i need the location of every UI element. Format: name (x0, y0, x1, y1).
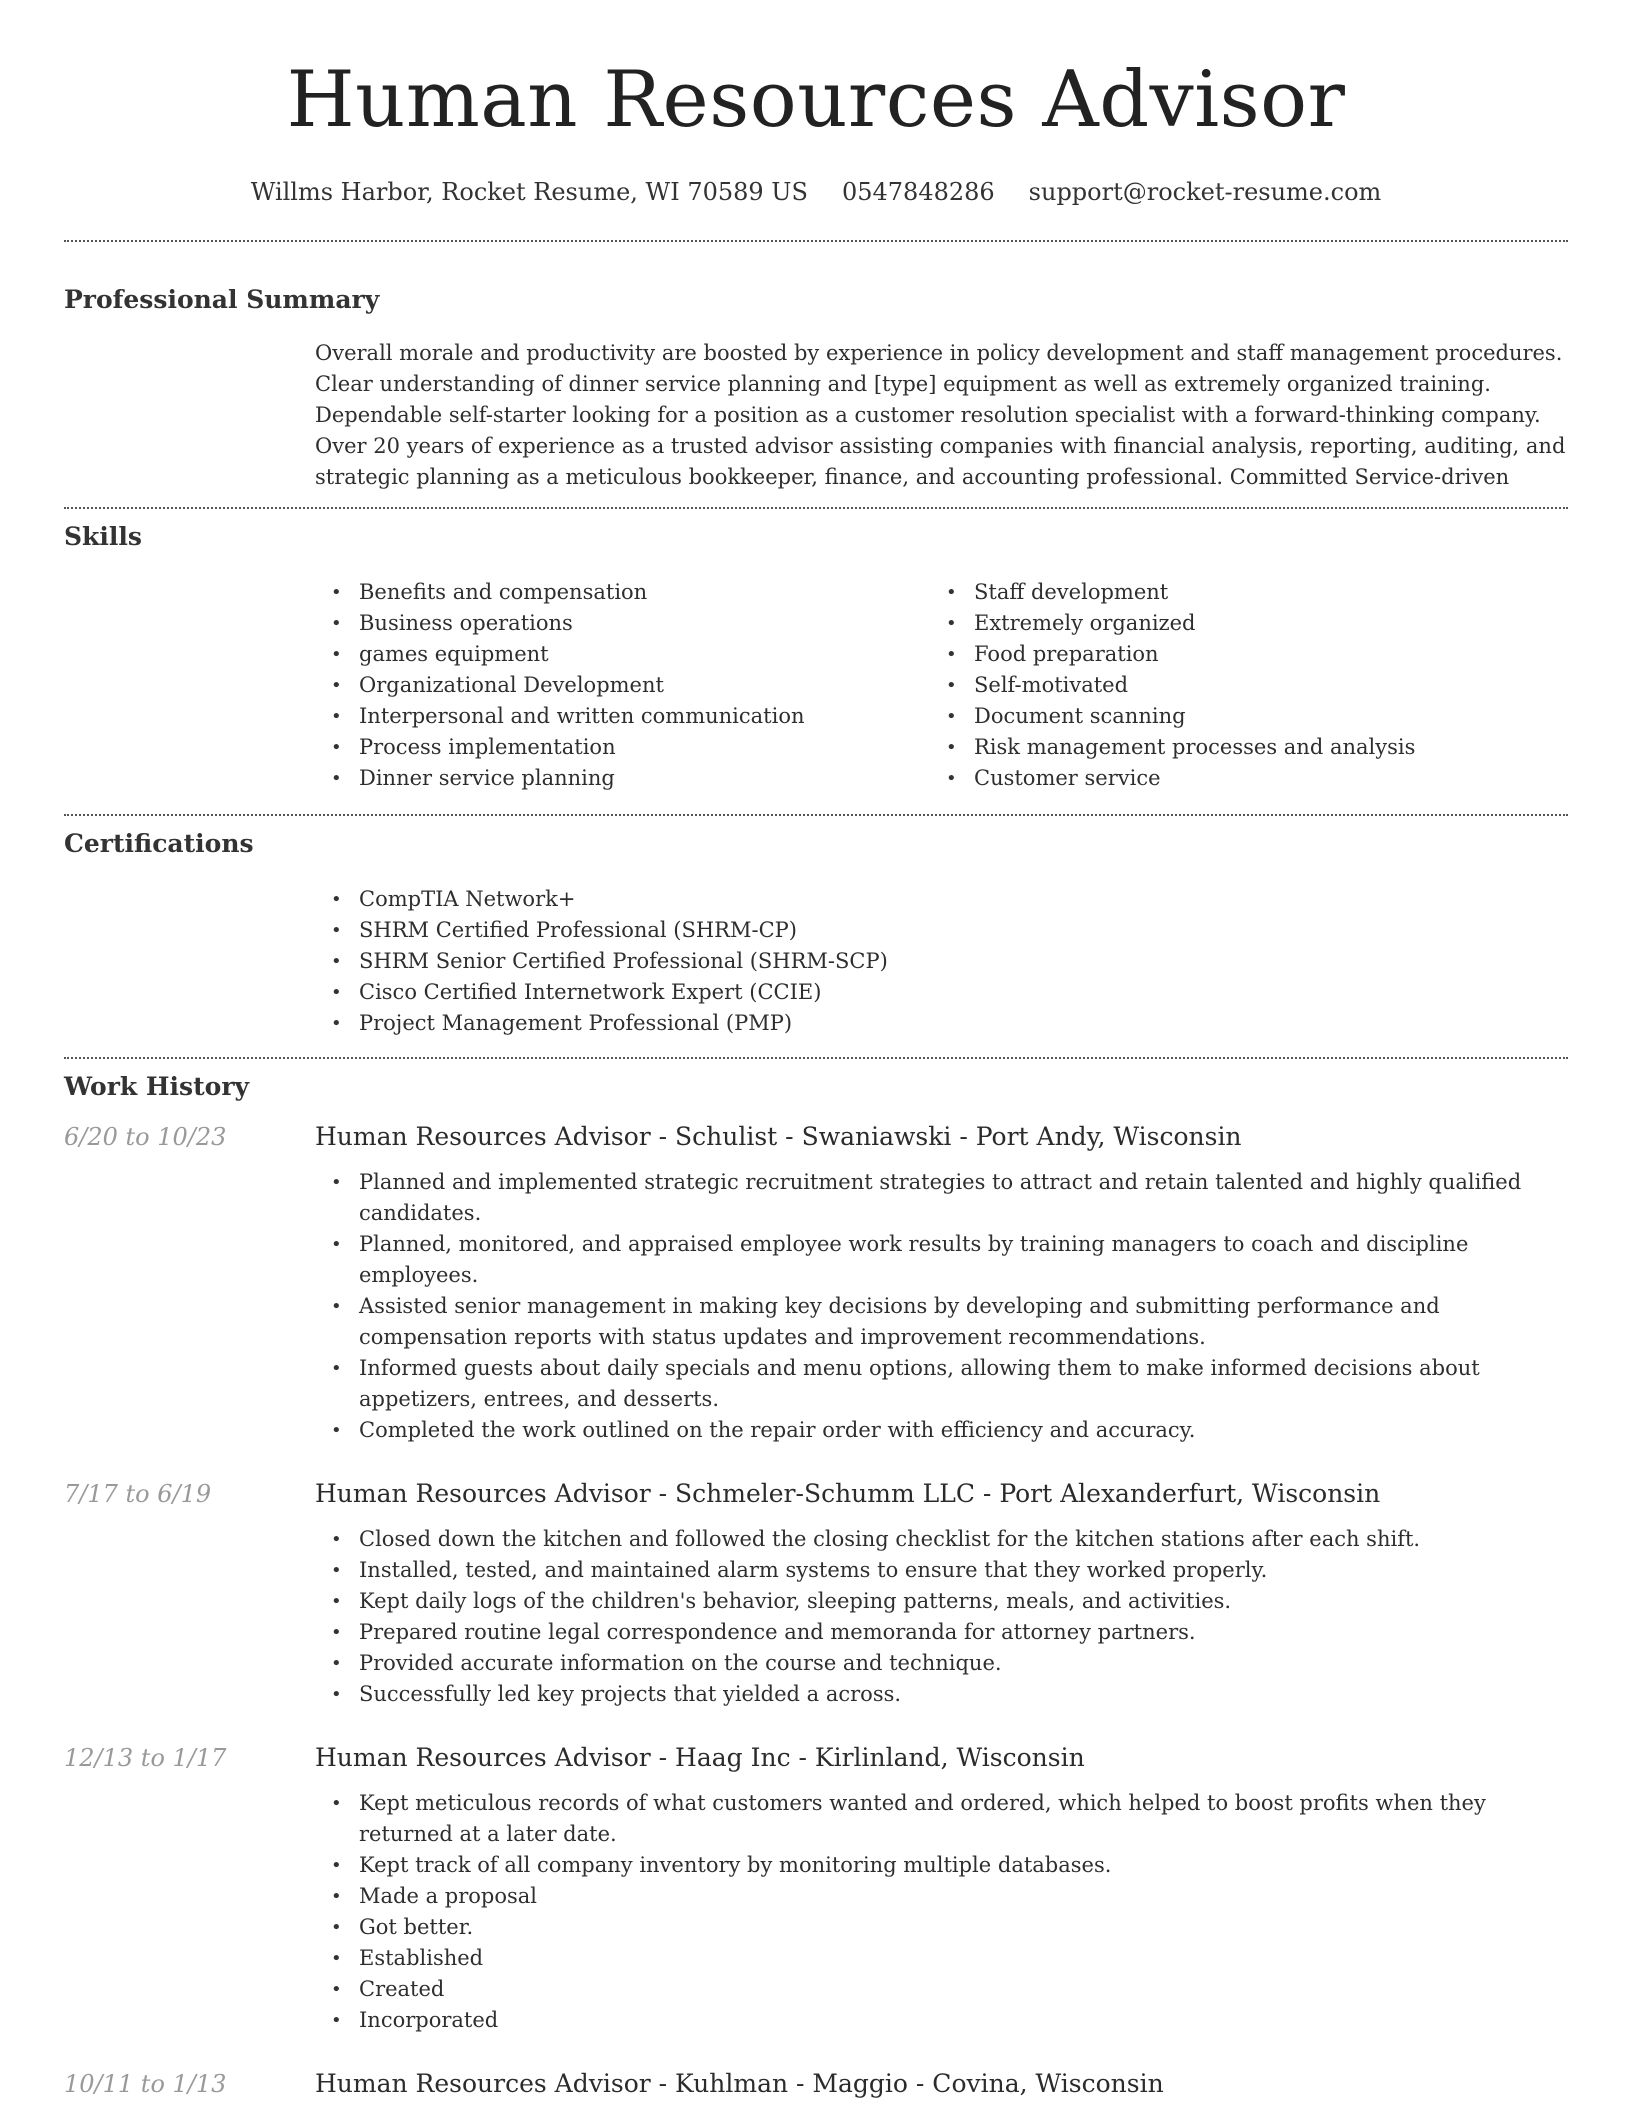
job-entry (64, 1742, 1568, 2036)
job-entry (64, 2068, 1568, 2100)
skill-item: • Organizational Development (315, 670, 930, 701)
skill-item: • Customer service (930, 763, 1545, 794)
job-duty-item: • Installed, tested, and maintained alarm systems to ensure that they worked properly. (315, 1555, 1568, 1586)
skill-item: • Food preparation (930, 639, 1545, 670)
job-duty-item: • Assisted senior management in making key decisions by developing and submitting performance and compensation reports with status updates and improvement recommendations. (315, 1291, 1568, 1353)
divider (64, 240, 1568, 242)
summary-text: Overall morale and productivity are boosted by experience in policy development and staff management procedures. Clear understanding of dinner service planning and [type] equipment as well as extremely organized training. Dependable self-starter looking for a position as a customer resolution specialist with a forward-thinking company. Over 20 years of experience as a trusted advisor assisting companies with financial analysis, reporting, auditing, and strategic planning as a meticulous bookkeeper, finance, and accounting professional. Committed Service-driven (315, 341, 1566, 489)
job-body (315, 1742, 1568, 2036)
skill-item: • Business operations (315, 608, 930, 639)
job-duty-item: • Kept track of all company inventory by monitoring multiple databases. (315, 1850, 1568, 1881)
skill-item: • Interpersonal and written communication (315, 701, 930, 732)
divider (64, 814, 1568, 816)
job-duty-item: • Informed guests about daily specials and menu options, allowing them to make informed decisions about appetizers, entrees, and desserts. (315, 1353, 1568, 1415)
job-duty-item: • Incorporated (315, 2005, 1568, 2036)
job-entry (64, 1478, 1568, 1710)
job-duty-item: • Closed down the kitchen and followed the closing checklist for the kitchen stations after each shift. (315, 1524, 1568, 1555)
section-title-certifications: Certifications (64, 829, 254, 858)
job-duty-item: • Made a proposal (315, 1881, 1568, 1912)
contact-phone: 0547848286 (841, 178, 995, 206)
job-entry (64, 1121, 1568, 1446)
job-dates: 7/17 to 6/19 (64, 1480, 212, 1508)
job-duty-item: • Planned, monitored, and appraised employee work results by training managers to coach and discipline employees. (315, 1229, 1568, 1291)
certification-item: • Cisco Certified Internetwork Expert (CCIE) (315, 977, 1568, 1008)
job-dates: 12/13 to 1/17 (64, 1744, 227, 1772)
job-duty-item: • Completed the work outlined on the repair order with efficiency and accuracy. (315, 1415, 1568, 1446)
certifications-list (315, 884, 1568, 1057)
job-body (315, 2068, 1568, 2100)
job-duty-item: • Prepared routine legal correspondence and memoranda for attorney partners. (315, 1617, 1568, 1648)
job-title: Human Resources Advisor - Schmeler-Schumm LLC - Port Alexanderfurt, Wisconsin (315, 1479, 1381, 1508)
job-duty-item: • Kept daily logs of the children's behavior, sleeping patterns, meals, and activities. (315, 1586, 1568, 1617)
skill-item: • Document scanning (930, 701, 1545, 732)
job-dates: 6/20 to 10/23 (64, 1123, 227, 1151)
skills-left-list (315, 577, 930, 794)
skill-item: • Risk management processes and analysis (930, 732, 1545, 763)
skill-item: • Process implementation (315, 732, 930, 763)
skill-item: • Self-motivated (930, 670, 1545, 701)
divider (64, 1057, 1568, 1059)
skill-item: • games equipment (315, 639, 930, 670)
skill-item: • Benefits and compensation (315, 577, 930, 608)
certification-item: • CompTIA Network+ (315, 884, 1568, 915)
job-duty-item: • Kept meticulous records of what customers wanted and ordered, which helped to boost profits when they returned at a later date. (315, 1788, 1568, 1850)
skills-columns (315, 577, 1568, 814)
section-title-skills: Skills (64, 522, 142, 551)
certification-item: • SHRM Certified Professional (SHRM-CP) (315, 915, 1568, 946)
skill-item: • Dinner service planning (315, 763, 930, 794)
job-duties-list (315, 1167, 1568, 1446)
job-title: Human Resources Advisor - Schulist - Swaniawski - Port Andy, Wisconsin (315, 1122, 1242, 1151)
job-duty-item: • Provided accurate information on the course and technique. (315, 1648, 1568, 1679)
section-title-summary: Professional Summary (64, 285, 380, 314)
job-duty-item: • Established (315, 1943, 1568, 1974)
job-duty-item: • Created (315, 1974, 1568, 2005)
certification-item: • SHRM Senior Certified Professional (SHRM-SCP) (315, 946, 1568, 977)
skill-item: • Staff development (930, 577, 1545, 608)
contact-email: support@rocket-resume.com (1028, 178, 1382, 206)
job-title: Human Resources Advisor - Kuhlman - Maggio - Covina, Wisconsin (315, 2069, 1164, 2098)
job-duties-list (315, 1788, 1568, 2036)
job-duty-item: • Successfully led key projects that yielded a across. (315, 1679, 1568, 1710)
divider (64, 507, 1568, 509)
certifications-section (64, 828, 1568, 1057)
job-duty-item: • Planned and implemented strategic recruitment strategies to attract and retain talented and highly qualified candidates. (315, 1167, 1568, 1229)
job-body (315, 1121, 1568, 1446)
professional-summary-section (64, 284, 1568, 507)
certification-item: • Project Management Professional (PMP) (315, 1008, 1568, 1039)
job-title: Human Resources Advisor - Haag Inc - Kirlinland, Wisconsin (315, 1743, 1085, 1772)
job-dates: 10/11 to 1/13 (64, 2070, 227, 2098)
resume-name: Human Resources Advisor (286, 55, 1346, 145)
job-duties-list (315, 1524, 1568, 1710)
section-title-work: Work History (64, 1072, 250, 1101)
job-body (315, 1478, 1568, 1710)
skills-right-list (930, 577, 1545, 794)
job-duty-item: • Got better. (315, 1912, 1568, 1943)
skill-item: • Extremely organized (930, 608, 1545, 639)
contact-info (64, 176, 1568, 208)
contact-address: Willms Harbor, Rocket Resume, WI 70589 US (250, 178, 808, 206)
skills-section (64, 521, 1568, 814)
work-history-section (64, 1071, 1568, 2100)
